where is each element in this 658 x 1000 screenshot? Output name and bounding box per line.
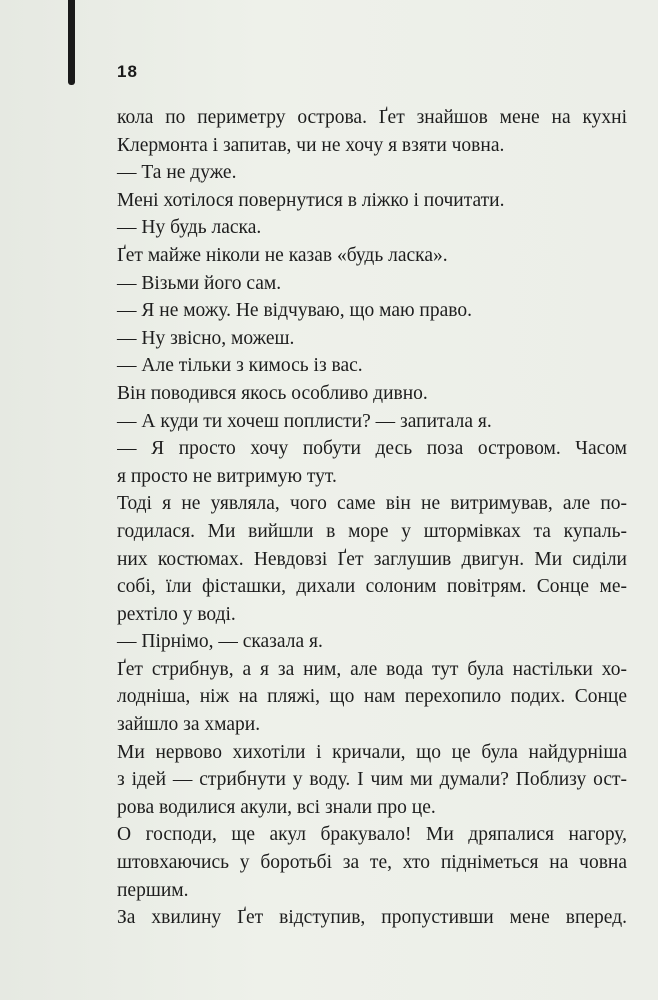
text-line: — Пірнімо, — сказала я. (117, 631, 323, 653)
text-line: Ґет стрибнув, а я за ним, але вода тут була настільки хо- (117, 658, 627, 680)
text-line: — Візьми його сам. (117, 272, 282, 294)
text-line: Ми нервово хихотіли і кричали, що це була найдурніша (117, 741, 627, 763)
text-line: собі, їли фісташки, дихали солоним повітрям. Сонце ме- (117, 576, 627, 598)
text-line: рова водилися акули, всі знали про це. (117, 796, 436, 818)
text-line: — Та не дуже. (117, 162, 237, 184)
text-line: них костюмах. Невдовзі Ґет заглушив двигун. Ми сиділи (117, 548, 627, 570)
body-text (117, 104, 627, 932)
text-line: За хвилину Ґет відступив, пропустивши мене вперед. (117, 907, 627, 929)
text-line: — Ну звісно, можеш. (117, 327, 295, 349)
text-line: з ідей — стрибнути у воду. І чим ми думали? Поблизу ост- (117, 769, 627, 791)
text-line: — А куди ти хочеш поплисти? — запитала я. (117, 410, 492, 432)
text-line: — Я не можу. Не відчуваю, що маю право. (117, 300, 472, 322)
text-line: — Я просто хочу побути десь поза островом. Часом (117, 438, 627, 460)
page-edge-mark (68, 0, 75, 85)
text-line: — Ну будь ласка. (117, 217, 262, 239)
text-line: — Але тільки з кимось із вас. (117, 355, 363, 377)
text-line: Тоді я не уявляла, чого саме він не витримував, але по- (117, 493, 627, 515)
text-line: кола по периметру острова. Ґет знайшов мене на кухні (117, 107, 627, 128)
text-line: годилася. Ми вийшли в море у штормівках та купаль- (117, 520, 627, 542)
text-line: Мені хотілося повернутися в ліжко і почитати. (117, 189, 505, 211)
text-line: лодніша, ніж на пляжі, що нам перехопило подих. Сонце (117, 686, 627, 708)
text-line: зайшло за хмари. (117, 714, 261, 736)
page-number: 18 (117, 62, 138, 81)
text-line: штовхаючись у боротьбі за те, хто підніметься на човна (117, 852, 627, 874)
text-line: Клермонта і запитав, чи не хочу я взяти човна. (117, 134, 505, 156)
text-line: першим. (117, 879, 189, 901)
text-line: я просто не витримую тут. (117, 465, 337, 487)
text-line: рехтіло у воді. (117, 603, 236, 625)
text-line: Ґет майже ніколи не казав «будь ласка». (117, 244, 448, 266)
text-line: Він поводився якось особливо дивно. (117, 382, 428, 404)
text-line: О господи, ще акул бракувало! Ми дряпалися нагору, (117, 824, 627, 846)
